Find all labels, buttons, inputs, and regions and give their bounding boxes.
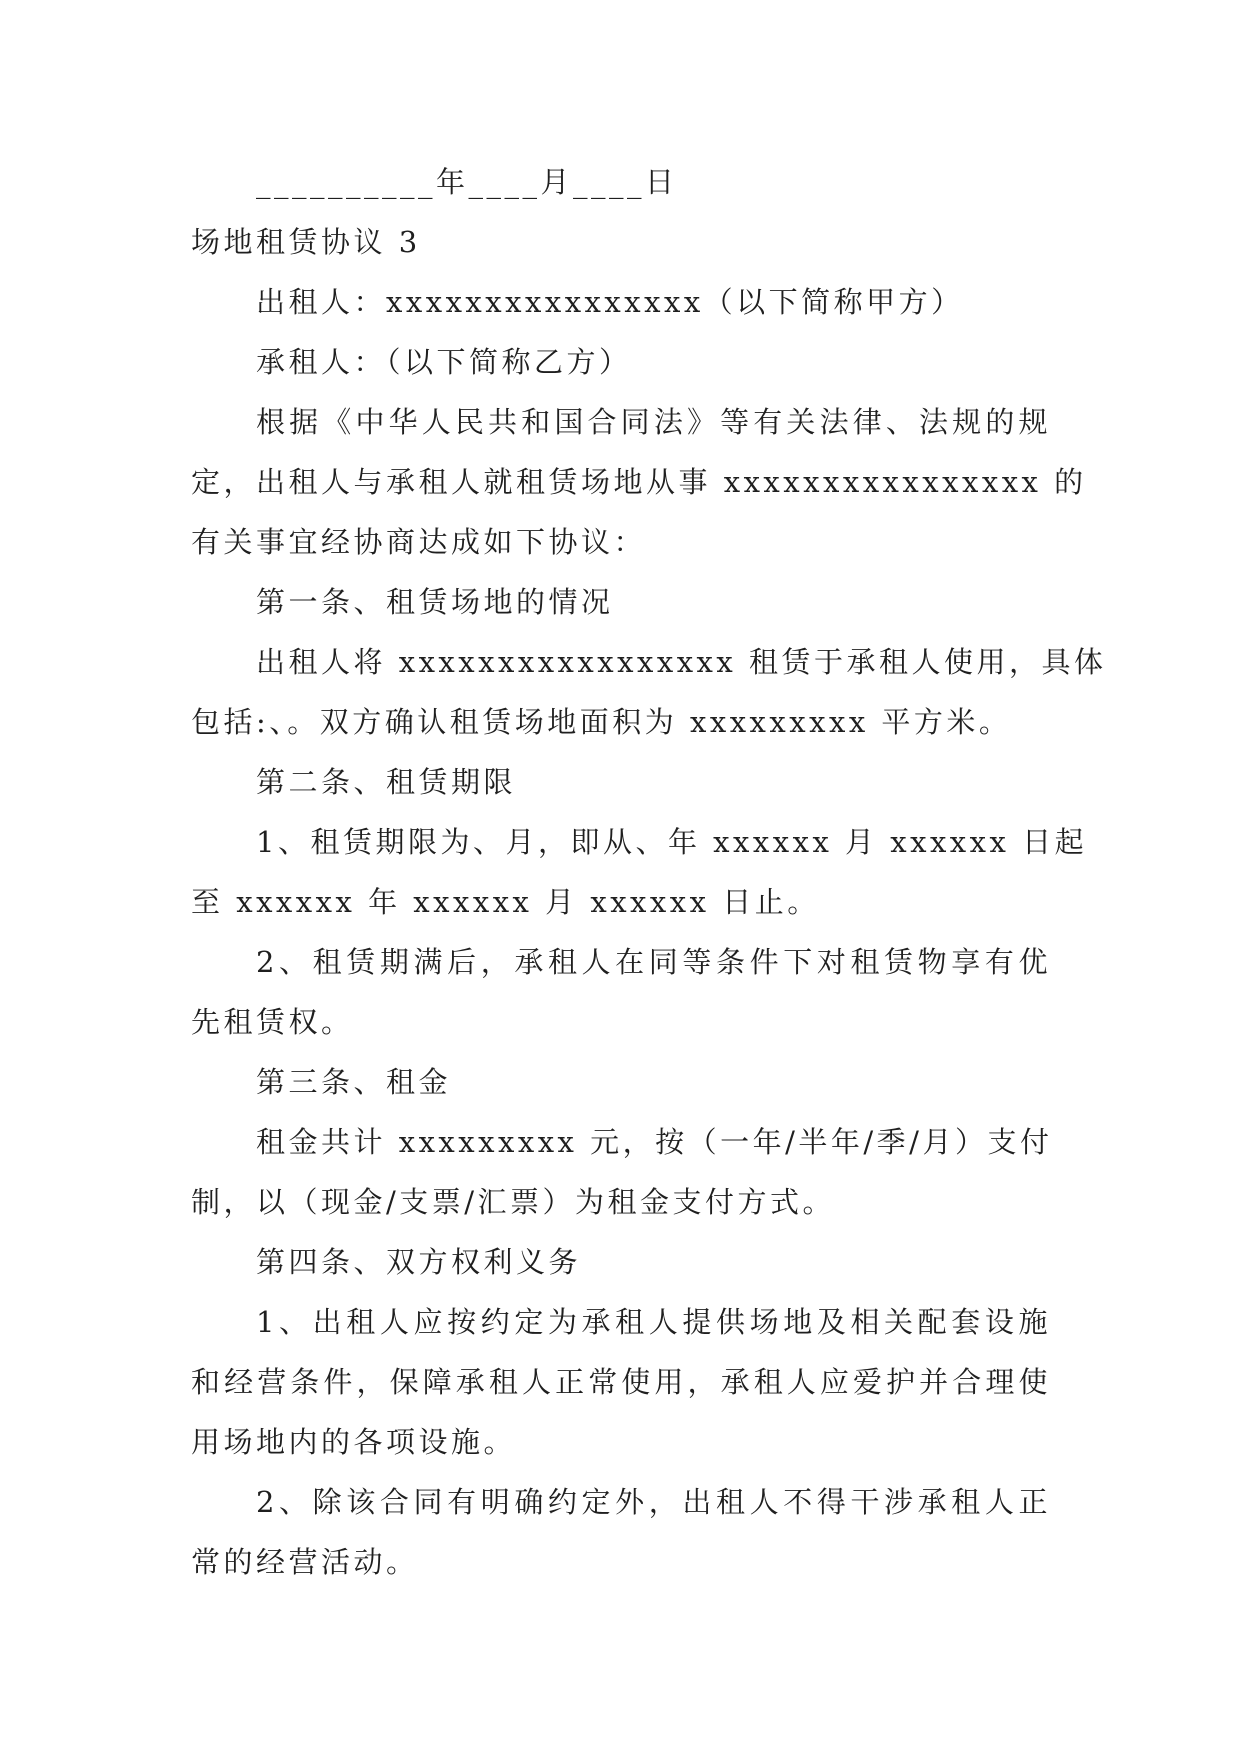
lessor-line: 出租人：xxxxxxxxxxxxxxxx（以下简称甲方） bbox=[256, 285, 964, 319]
document-title: 场地租赁协议 3 bbox=[191, 225, 421, 259]
article-2-item-2-line-1: 2、租赁期满后，承租人在同等条件下对租赁物享有优 bbox=[256, 945, 1051, 979]
preamble-line-2: 定，出租人与承租人就租赁场地从事 xxxxxxxxxxxxxxxx 的 bbox=[191, 465, 1087, 499]
article-4-heading: 第四条、双方权利义务 bbox=[256, 1245, 582, 1279]
preamble-line-3: 有关事宜经协商达成如下协议： bbox=[191, 525, 647, 559]
preamble-line-1: 根据《中华人民共和国合同法》等有关法律、法规的规 bbox=[256, 405, 1051, 439]
article-2-item-2-line-2: 先租赁权。 bbox=[191, 1005, 354, 1039]
article-4-item-1-line-1: 1、出租人应按约定为承租人提供场地及相关配套设施 bbox=[256, 1305, 1051, 1339]
article-1-line-1: 出租人将 xxxxxxxxxxxxxxxxx 租赁于承租人使用，具体 bbox=[256, 645, 1107, 679]
article-2-item-1-line-1: 1、租赁期限为、月，即从、年 xxxxxx 月 xxxxxx 日起 bbox=[256, 825, 1088, 859]
article-4-item-1-line-3: 用场地内的各项设施。 bbox=[191, 1425, 517, 1459]
lessee-line: 承租人：（以下简称乙方） bbox=[256, 345, 632, 379]
document-body bbox=[191, 152, 1107, 1592]
article-1-line-2: 包括:、。双方确认租赁场地面积为 xxxxxxxxx 平方米。 bbox=[191, 705, 1012, 739]
date-line: __________年____月____日 bbox=[256, 165, 678, 199]
article-3-line-2: 制，以（现金/支票/汇票）为租金支付方式。 bbox=[191, 1185, 836, 1219]
article-3-line-1: 租金共计 xxxxxxxxx 元，按（一年/半年/季/月）支付 bbox=[256, 1125, 1053, 1159]
article-2-item-1-line-2: 至 xxxxxx 年 xxxxxx 月 xxxxxx 日止。 bbox=[191, 885, 820, 919]
article-4-item-1-line-2: 和经营条件，保障承租人正常使用，承租人应爱护并合理使 bbox=[191, 1365, 1051, 1399]
article-3-heading: 第三条、租金 bbox=[256, 1065, 452, 1099]
article-4-item-2-line-2: 常的经营活动。 bbox=[191, 1545, 419, 1579]
article-2-heading: 第二条、租赁期限 bbox=[256, 765, 517, 799]
article-1-heading: 第一条、租赁场地的情况 bbox=[256, 585, 614, 619]
article-4-item-2-line-1: 2、除该合同有明确约定外，出租人不得干涉承租人正 bbox=[256, 1485, 1051, 1519]
